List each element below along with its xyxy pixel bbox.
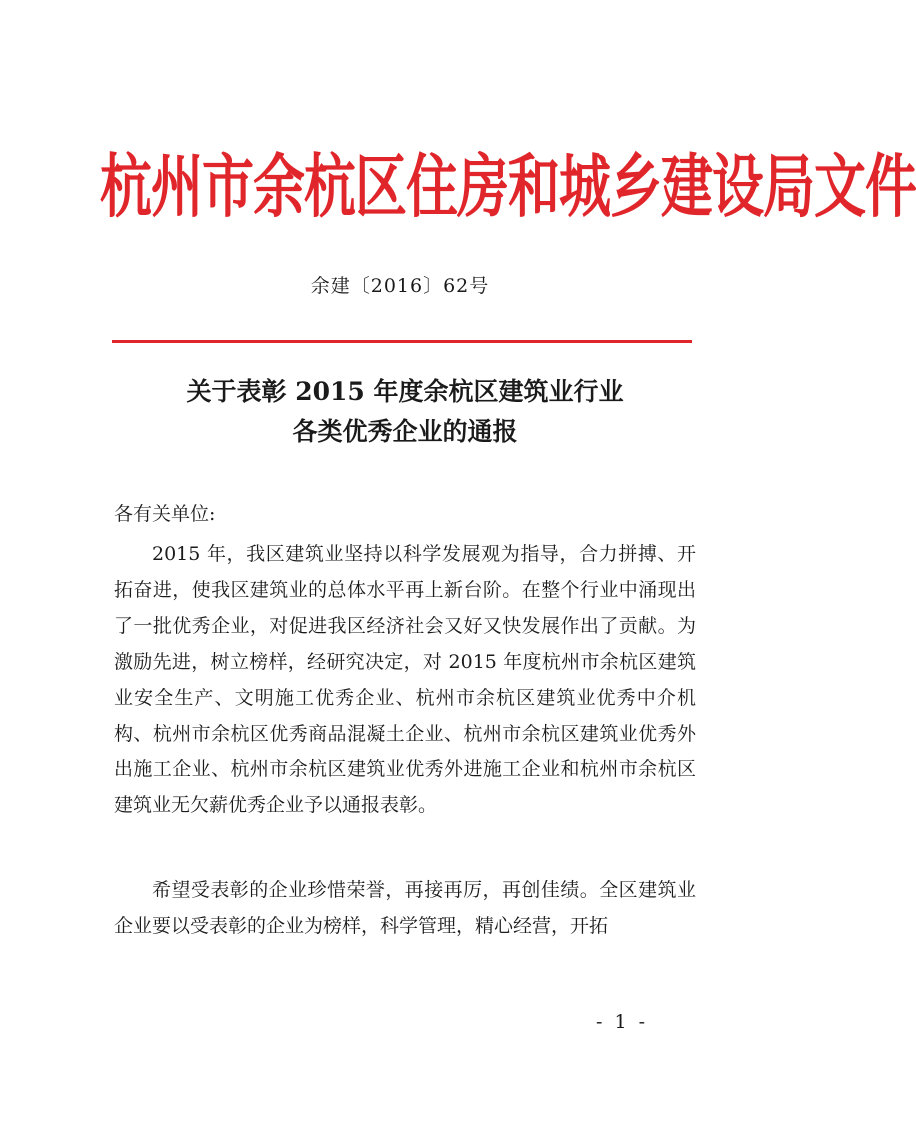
body-paragraph-2: 希望受表彰的企业珍惜荣誉，再接再厉，再创佳绩。全区建筑业企业要以受表彰的企业为榜样，科学管理，精心经营，开拓 bbox=[114, 879, 696, 937]
document-title-line-2: 各类优秀企业的通报 bbox=[292, 417, 518, 446]
document-masthead: 杭州市余杭区住房和城乡建设局文件 bbox=[100, 148, 916, 228]
document-title-line-1: 关于表彰 2015 年度余杭区建筑业行业 bbox=[186, 377, 624, 406]
document-title bbox=[100, 372, 710, 452]
page-number: - 1 - bbox=[596, 1011, 649, 1033]
body-paragraph-1: 2015 年，我区建筑业坚持以科学发展观为指导，合力拼搏、开拓奋进，使我区建筑业的总体水平再上新台阶。在整个行业中涌现出了一批优秀企业，对促进我区经济社会又好又快发展作出了贡献。为激励先进，树立榜样，经研究决定，对 2015 年度杭州市余杭区建筑业安全生产、文明施工优秀企业、杭州市余杭区建筑业优秀中介机构、杭州市余杭区优秀商品混凝土企业、杭州市余杭区建筑业优秀外出施工企业、杭州市余杭区建筑业优秀外进施工企业和杭州市余杭区建筑业无欠薪优秀企业予以通报表彰。 bbox=[114, 543, 696, 817]
salutation: 各有关单位: bbox=[114, 503, 216, 525]
document-number: 余建〔2016〕62号 bbox=[310, 275, 490, 297]
red-divider-line bbox=[112, 340, 692, 343]
